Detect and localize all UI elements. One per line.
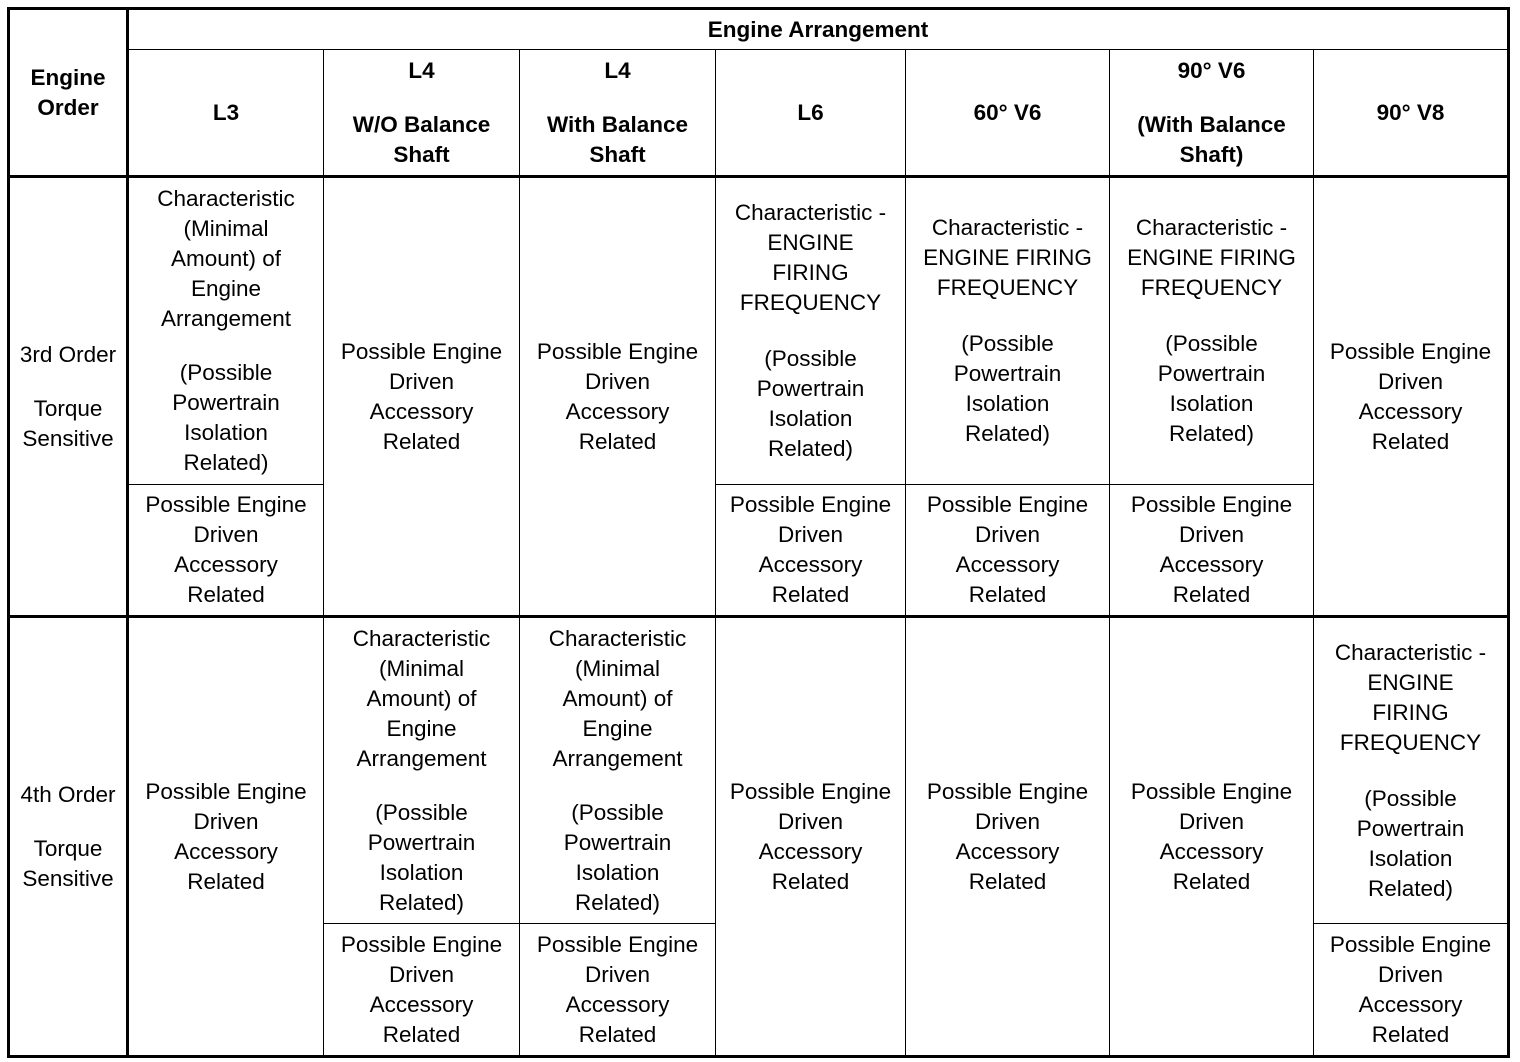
col-header-90-v6: 90° V6 (With Balance Shaft) [1110, 50, 1314, 177]
cell-4th-l4-wo-accessory: Possible Engine Driven Accessory Related [324, 924, 520, 1057]
cell-3rd-90v6-characteristic: Characteristic - ENGINE FIRING FREQUENCY (Possible Powertrain Isolation Related) [1110, 177, 1314, 485]
cell-3rd-90v6-accessory: Possible Engine Driven Accessory Related [1110, 485, 1314, 617]
engine-arrangement-header: Engine Arrangement [128, 9, 1509, 50]
cell-3rd-l6-characteristic: Characteristic - ENGINE FIRING FREQUENCY (Possible Powertrain Isolation Related) [716, 177, 906, 485]
cell-3rd-l3-accessory: Possible Engine Driven Accessory Related [128, 485, 324, 617]
cell-3rd-l4-with-accessory: Possible Engine Driven Accessory Related [520, 177, 716, 617]
cell-3rd-l3-characteristic: Characteristic (Minimal Amount) of Engine Arrangement (Possible Powertrain Isolation Related) [128, 177, 324, 485]
cell-4th-90v8-characteristic: Characteristic - ENGINE FIRING FREQUENCY (Possible Powertrain Isolation Related) [1314, 617, 1509, 924]
engine-order-header: Engine Order [9, 9, 128, 177]
row-label-3rd-order: 3rd Order Torque Sensitive [9, 177, 128, 617]
cell-4th-l6-accessory: Possible Engine Driven Accessory Related [716, 617, 906, 1057]
cell-4th-90v8-accessory: Possible Engine Driven Accessory Related [1314, 924, 1509, 1057]
cell-4th-l4-with-characteristic: Characteristic (Minimal Amount) of Engine Arrangement (Possible Powertrain Isolation Related) [520, 617, 716, 924]
engine-order-table [7, 7, 1510, 1058]
cell-3rd-l4-wo-accessory: Possible Engine Driven Accessory Related [324, 177, 520, 617]
cell-4th-60v6-accessory: Possible Engine Driven Accessory Related [906, 617, 1110, 1057]
cell-3rd-60v6-accessory: Possible Engine Driven Accessory Related [906, 485, 1110, 617]
cell-3rd-l6-accessory: Possible Engine Driven Accessory Related [716, 485, 906, 617]
cell-3rd-90v8-accessory: Possible Engine Driven Accessory Related [1314, 177, 1509, 617]
row-label-4th-order: 4th Order Torque Sensitive [9, 617, 128, 1057]
col-header-60-v6: 60° V6 [906, 50, 1110, 177]
col-header-l6: L6 [716, 50, 906, 177]
cell-4th-l3-accessory: Possible Engine Driven Accessory Related [128, 617, 324, 1057]
cell-4th-l4-with-accessory: Possible Engine Driven Accessory Related [520, 924, 716, 1057]
col-header-90-v8: 90° V8 [1314, 50, 1509, 177]
cell-4th-90v6-accessory: Possible Engine Driven Accessory Related [1110, 617, 1314, 1057]
cell-3rd-60v6-characteristic: Characteristic - ENGINE FIRING FREQUENCY (Possible Powertrain Isolation Related) [906, 177, 1110, 485]
cell-4th-l4-wo-characteristic: Characteristic (Minimal Amount) of Engine Arrangement (Possible Powertrain Isolation Related) [324, 617, 520, 924]
col-header-l4-with-balance: L4 With Balance Shaft [520, 50, 716, 177]
col-header-l4-wo-balance: L4 W/O Balance Shaft [324, 50, 520, 177]
col-header-l3: L3 [128, 50, 324, 177]
